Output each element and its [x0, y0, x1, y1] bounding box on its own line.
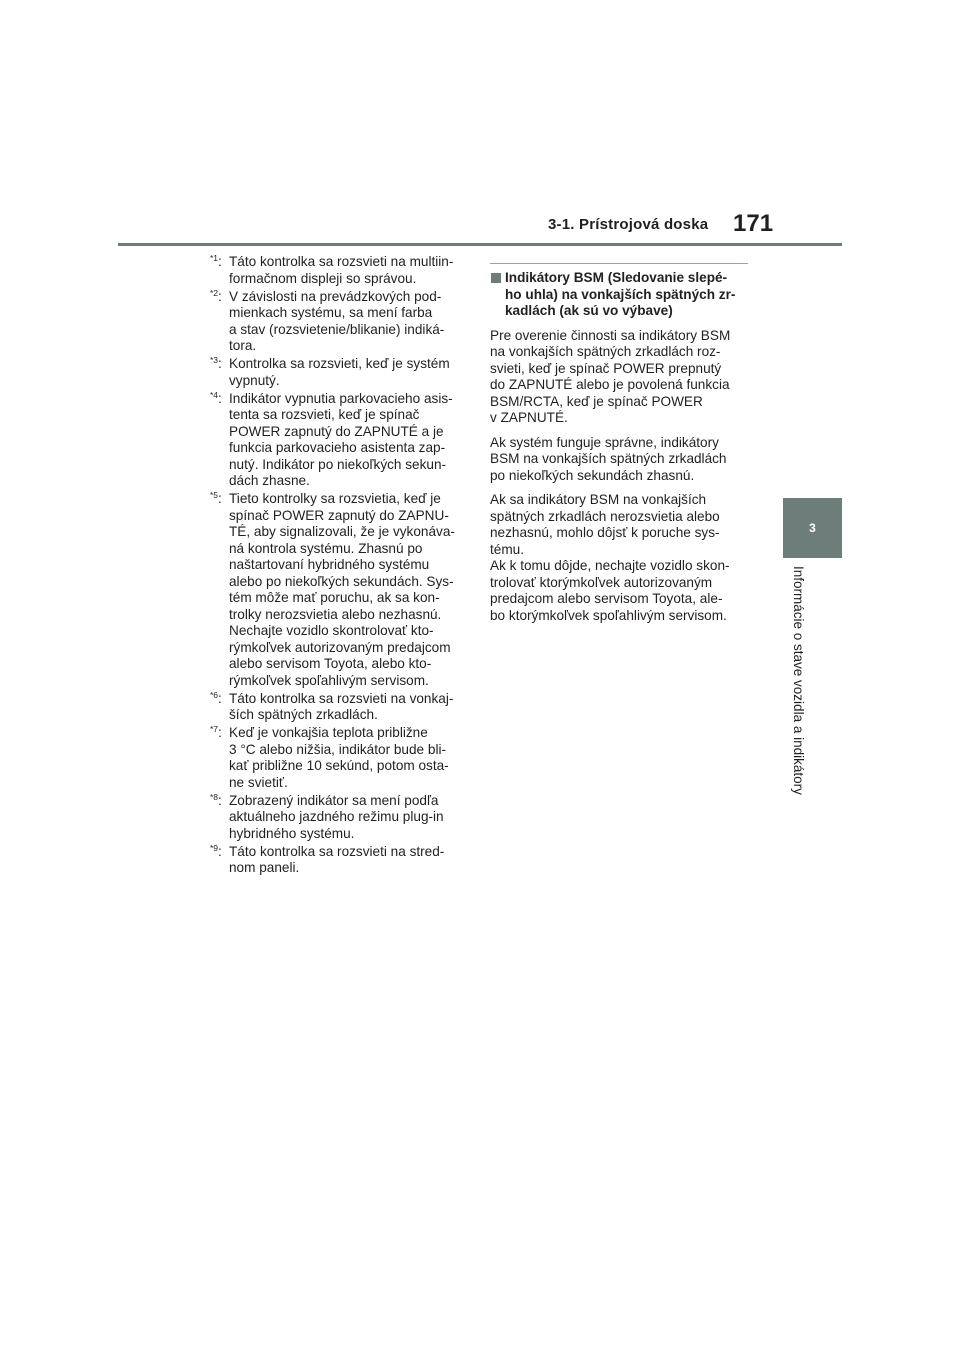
chapter-label: Informácie o stave vozidla a indikátory: [791, 566, 806, 795]
footnote-marker: $^{*7}$:: [210, 724, 222, 740]
footnote-line: hybridného systému.: [229, 825, 355, 841]
header-divider: [118, 243, 842, 246]
footnote-number: *1: [210, 253, 219, 263]
footnote-line: trolky nerozsvietia alebo nezhasnú.: [229, 606, 442, 622]
footnote-line: Indikátor vypnutia parkovacieho asis-: [229, 390, 453, 406]
footnote-number: *4: [210, 389, 219, 400]
footnote-item: [210, 691, 468, 724]
paragraph-line: bo ktorýmkoľvek spoľahlivým servisom.: [490, 607, 727, 623]
paragraph-line: po niekoľkých sekundách zhasnú.: [490, 467, 695, 483]
section-title: 3-1. Prístrojová doska: [548, 216, 709, 233]
paragraph-line: tému.: [490, 541, 524, 557]
footnote-line: kať približne 10 sekúnd, potom osta-: [229, 758, 449, 773]
heading-bullet-icon: [491, 273, 501, 283]
footnote-line: rýmkoľvek autorizovaným predajcom: [229, 639, 451, 655]
footnote-line: tém môže mať poruchu, ak sa kon-: [229, 590, 440, 605]
paragraph-line: svieti, keď je spínač POWER prepnutý: [490, 360, 722, 376]
paragraph-line: Ak k tomu dôjde, nechajte vozidlo skon-: [490, 558, 730, 573]
footnote-list: [210, 254, 468, 878]
footnote-line: Keď je vonkajšia teplota približne: [229, 725, 428, 740]
footnote-line: a stav (rozsvietenie/blikanie) indiká-: [229, 321, 445, 337]
footnote-number: *2: [210, 287, 219, 298]
footnote-line: alebo servisom Toyota, alebo kto-: [229, 656, 432, 671]
paragraph-line: BSM/RCTA, keď je spínač POWER: [490, 393, 703, 409]
footnote-line: rýmkoľvek spoľahlivým servisom.: [229, 672, 429, 688]
footnote-marker: $^{*8}$:: [210, 791, 222, 808]
footnote-item: [210, 356, 468, 389]
body-paragraph: [490, 328, 748, 427]
paragraph-line: na vonkajších spätných zrkadlách roz-: [490, 344, 721, 359]
paragraph-line: Ak sa indikátory BSM na vonkajších: [490, 492, 707, 507]
footnote-line: naštartovaní hybridného systému: [229, 557, 430, 572]
heading-line: ho uhla) na vonkajších spätných zr-: [505, 286, 736, 302]
paragraph-line: nezhasnú, mohlo dôjsť k poruche sys-: [490, 525, 720, 540]
footnote-marker: $^{*3}$:: [210, 355, 222, 371]
bsm-section: [490, 263, 748, 632]
footnote-line: nutý. Indikátor po niekoľkých sekun-: [229, 456, 447, 472]
footnote-line: ná kontrola systému. Zhasnú po: [229, 540, 423, 556]
paragraph-line: spätných zrkadlách nerozsvietia alebo: [490, 508, 720, 524]
body-paragraph: [490, 435, 748, 485]
paragraph-line: Ak systém funguje správne, indikátory: [490, 434, 719, 450]
footnote-line: 3 °C alebo nižšia, indikátor bude bli-: [229, 741, 447, 757]
heading-line: Indikátory BSM (Sledovanie slepé-: [505, 270, 728, 285]
paragraph-line: predajcom alebo servisom Toyota, ale-: [490, 591, 723, 606]
footnote-line: mienkach systému, sa mení farba: [229, 305, 433, 320]
footnote-line: POWER zapnutý do ZAPNUTÉ a je: [229, 423, 444, 439]
footnote-item: [210, 844, 468, 877]
footnote-marker: $^{*5}$:: [210, 490, 222, 506]
footnote-line: aktuálneho jazdného režimu plug-in: [229, 809, 444, 824]
footnote-line: Táto kontrolka sa rozsvieti na multiin-: [229, 254, 454, 269]
section-divider: [490, 263, 748, 264]
footnote-line: formačnom displeji so správou.: [229, 270, 417, 286]
footnote-line: V závislosti na prevádzkových pod-: [229, 288, 442, 304]
paragraph-line: v ZAPNUTÉ.: [490, 410, 568, 425]
footnote-number: *5: [210, 490, 219, 500]
footnote-line: Kontrolka sa rozsvieti, keď je systém: [229, 356, 450, 371]
footnote-number: *3: [210, 355, 219, 365]
footnote-line: Táto kontrolka sa rozsvieti na vonkaj-: [229, 690, 454, 706]
footnote-line: alebo po niekoľkých sekundách. Sys-: [229, 573, 454, 589]
footnote-line: tora.: [229, 338, 257, 353]
footnote-line: TÉ, aby signalizovali, že je vykonáva-: [229, 524, 455, 539]
page-number: 171: [733, 210, 774, 237]
footnote-marker: $^{*2}$:: [210, 287, 222, 304]
footnote-line: Tieto kontrolky sa rozsvietia, keď je: [229, 491, 441, 506]
footnote-line: Zobrazený indikátor sa mení podľa: [229, 792, 439, 808]
footnote-line: dách zhasne.: [229, 473, 310, 488]
footnote-line: tenta sa rozsvieti, keď je spínač: [229, 407, 420, 422]
footnote-line: Nechajte vozidlo skontrolovať kto-: [229, 623, 434, 638]
footnote-item: [210, 793, 468, 843]
footnote-item: [210, 391, 468, 490]
paragraph-line: Pre overenie činnosti sa indikátory BSM: [490, 327, 731, 343]
footnote-marker: $^{*4}$:: [210, 389, 222, 406]
heading-line: kadlách (ak sú vo výbave): [505, 303, 673, 318]
paragraph-line: BSM na vonkajších spätných zrkadlách: [490, 451, 727, 466]
section-heading: [490, 270, 748, 320]
footnote-number: *6: [210, 689, 219, 700]
chapter-tab: [783, 498, 842, 558]
body-paragraph: [490, 492, 748, 624]
footnote-item: [210, 491, 468, 689]
footnote-marker: $^{*9}$:: [210, 842, 222, 859]
footnote-item: [210, 254, 468, 287]
footnote-marker: $^{*1}$:: [210, 253, 222, 269]
paragraph-line: trolovať ktorýmkoľvek autorizovaným: [490, 574, 713, 590]
footnote-item: [210, 725, 468, 791]
footnote-number: *8: [210, 791, 219, 802]
footnote-number: *7: [210, 724, 219, 734]
footnote-number: *9: [210, 842, 219, 853]
footnote-line: vypnutý.: [229, 372, 280, 388]
footnote-line: ších spätných zrkadlách.: [229, 707, 378, 722]
footnote-line: funkcia parkovacieho asistenta zap-: [229, 440, 446, 455]
footnote-marker: $^{*6}$:: [210, 689, 222, 706]
footnote-item: [210, 289, 468, 355]
paragraph-line: do ZAPNUTÉ alebo je povolená funkcia: [490, 377, 730, 392]
footnote-line: spínač POWER zapnutý do ZAPNU-: [229, 507, 449, 523]
footnote-line: Táto kontrolka sa rozsvieti na stred-: [229, 843, 445, 859]
footnote-line: ne svietiť.: [229, 774, 288, 790]
footnote-line: nom paneli.: [229, 860, 300, 875]
chapter-number: 3: [809, 521, 816, 535]
